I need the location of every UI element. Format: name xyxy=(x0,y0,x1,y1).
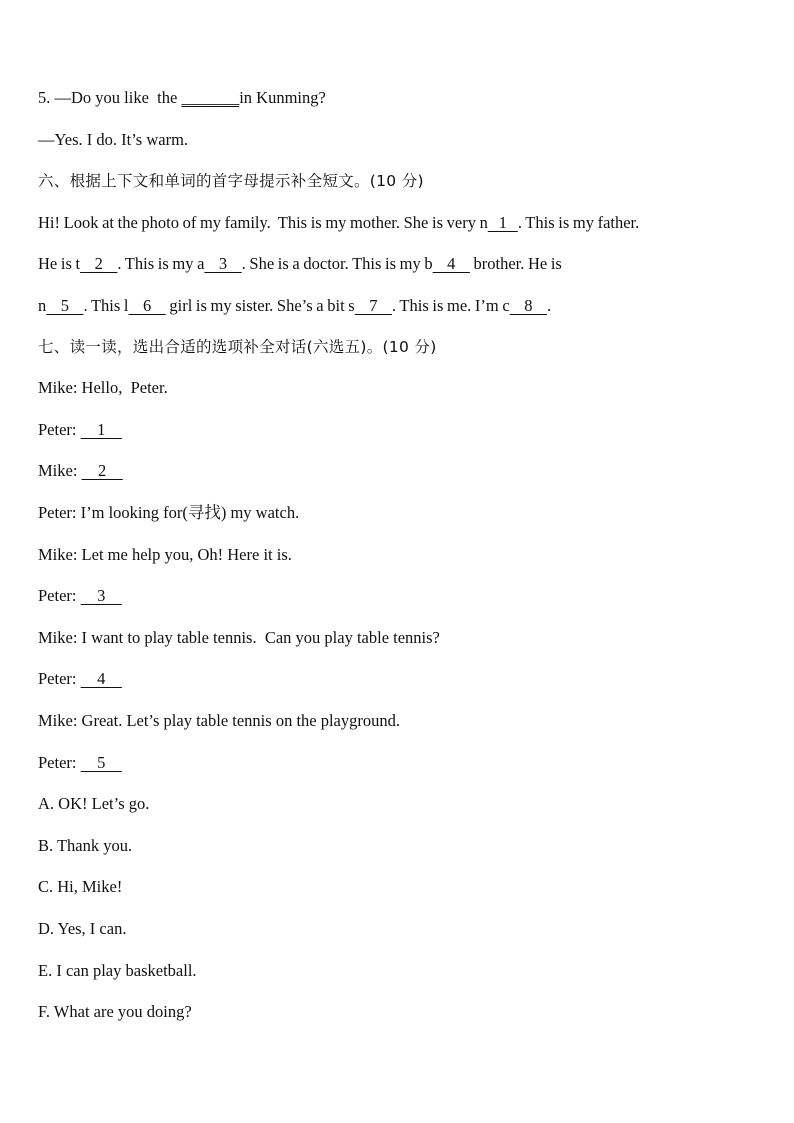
dialog-line-6 xyxy=(38,586,122,606)
passage-line-2 xyxy=(38,254,562,274)
passage-blank-6: 6 xyxy=(128,296,166,315)
passage-line-3 xyxy=(38,296,551,316)
dialog-speaker: Peter: xyxy=(38,669,77,688)
question-5-answer: —Yes. I do. It’s warm. xyxy=(38,130,189,149)
passage-blank-5: 5 xyxy=(46,296,84,315)
passage-text: brother. He is xyxy=(469,254,562,273)
question-5-blank: _______ xyxy=(181,88,240,107)
passage-text: . This is me. I’m c xyxy=(391,296,510,315)
option-f: F. What are you doing? xyxy=(38,1002,192,1021)
question-5-prompt-end: in Kunming? xyxy=(239,88,326,107)
option-d: D. Yes, I can. xyxy=(38,919,127,938)
passage-text: n xyxy=(38,296,47,315)
passage-text: Hi! Look at the photo of my family. This is my mother. She is very n xyxy=(38,213,488,232)
dialog-line-1 xyxy=(38,378,168,398)
dialog-line-5 xyxy=(38,545,292,565)
dialog-speaker: Mike: xyxy=(38,545,78,564)
passage-blank-7: 7 xyxy=(354,296,392,315)
dialog-blank-3: 3 xyxy=(80,586,122,605)
dialog-text: Let me help you, Oh! Here it is. xyxy=(77,545,292,564)
question-5 xyxy=(38,88,326,108)
dialog-text: Great. Let’s play table tennis on the playground. xyxy=(77,711,401,730)
passage-text: . This l xyxy=(83,296,129,315)
passage-line-1 xyxy=(38,213,639,233)
passage-blank-3: 3 xyxy=(204,254,242,273)
dialog-text: Hello, Peter. xyxy=(77,378,168,397)
passage-text: He is t xyxy=(38,254,81,273)
section-6-heading: 六、根据上下文和单词的首字母提示补全短文。(10 分) xyxy=(38,172,424,190)
dialog-text: I want to play table tennis. Can you play table tennis? xyxy=(77,628,440,647)
dialog-line-9 xyxy=(38,711,400,731)
dialog-speaker: Peter: xyxy=(38,753,77,772)
passage-text: . xyxy=(546,296,552,315)
option-b: B. Thank you. xyxy=(38,836,133,855)
passage-blank-2: 2 xyxy=(80,254,118,273)
dialog-blank-4: 4 xyxy=(80,669,122,688)
dialog-speaker: Mike: xyxy=(38,461,78,480)
passage-blank-1: 1 xyxy=(487,213,518,232)
dialog-blank-2: 2 xyxy=(81,461,123,480)
option-a: A. OK! Let’s go. xyxy=(38,794,150,813)
passage-blank-8: 8 xyxy=(509,296,547,315)
option-e: E. I can play basketball. xyxy=(38,961,197,980)
passage-text: . She is a doctor. This is my b xyxy=(241,254,433,273)
passage-blank-4: 4 xyxy=(432,254,470,273)
dialog-line-8 xyxy=(38,669,122,689)
dialog-line-3 xyxy=(38,461,123,481)
dialog-speaker: Mike: xyxy=(38,711,78,730)
dialog-speaker: Peter: xyxy=(38,586,77,605)
dialog-speaker: Mike: xyxy=(38,378,78,397)
passage-text: . This is my father. xyxy=(517,213,640,232)
dialog-speaker: Peter: xyxy=(38,503,77,522)
dialog-blank-5: 5 xyxy=(80,753,122,772)
passage-text: girl is my sister. She’s a bit s xyxy=(165,296,355,315)
dialog-line-2 xyxy=(38,420,122,440)
question-5-prompt: 5. —Do you like the xyxy=(38,88,182,107)
section-7-heading: 七、读一读，选出合适的选项补全对话(六选五)。(10 分) xyxy=(38,338,437,356)
option-c: C. Hi, Mike! xyxy=(38,877,123,896)
dialog-text: I’m looking for(寻找) my watch. xyxy=(76,503,300,522)
dialog-speaker: Mike: xyxy=(38,628,78,647)
dialog-line-4 xyxy=(38,503,299,523)
dialog-line-7 xyxy=(38,628,440,648)
dialog-speaker: Peter: xyxy=(38,420,77,439)
dialog-blank-1: 1 xyxy=(80,420,122,439)
passage-text: . This is my a xyxy=(117,254,205,273)
dialog-line-10 xyxy=(38,753,122,773)
